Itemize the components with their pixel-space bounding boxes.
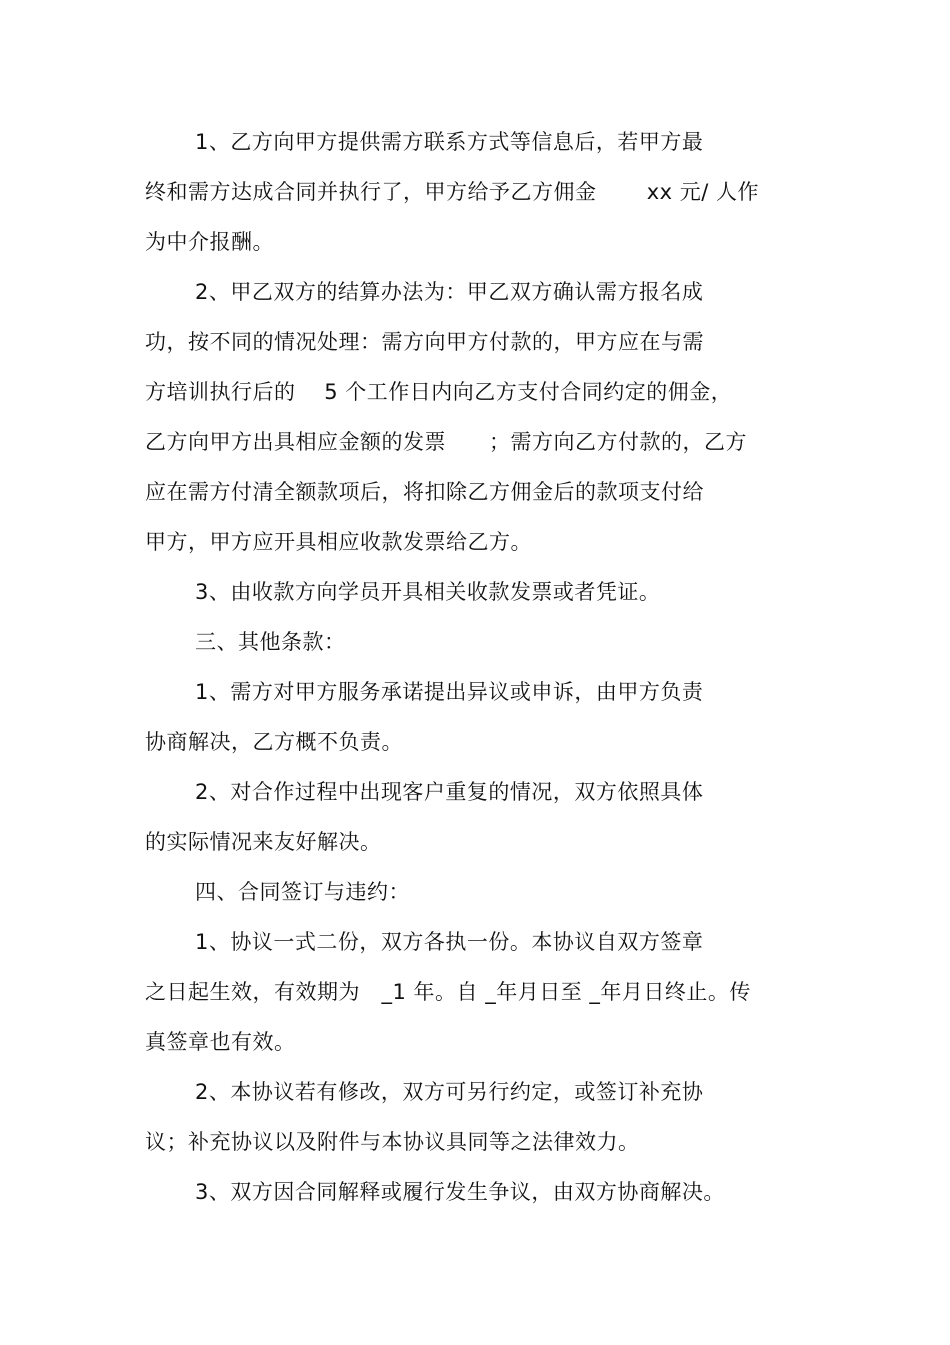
text-line: 议；补充协议以及附件与本协议具同等之法律效力。 — [145, 1130, 640, 1154]
text-line: 协商解决，乙方概不负责。 — [145, 730, 403, 754]
text-line: 2、本协议若有修改，双方可另行约定，或签订补充协 — [195, 1080, 704, 1104]
text-line: 1、协议一式二份，双方各执一份。本协议自双方签章 — [195, 930, 704, 954]
text-line: 方培训执行后的 5 个工作日内向乙方支付合同约定的佣金， — [145, 380, 733, 404]
text-line: 2、对合作过程中出现客户重复的情况，双方依照具体 — [195, 780, 704, 804]
text-line: 1、需方对甲方服务承诺提出异议或申诉，由甲方负责 — [195, 680, 704, 704]
section-heading: 三、其他条款： — [195, 630, 346, 654]
section-heading: 四、合同签订与违约： — [195, 880, 410, 904]
text-line: 功，按不同的情况处理：需方向甲方付款的，甲方应在与需 — [145, 330, 704, 354]
text-line: 乙方向甲方出具相应金额的发票 ；需方向乙方付款的，乙方 — [145, 430, 748, 454]
text-line: 真签章也有效。 — [145, 1030, 296, 1054]
text-line: 2、甲乙双方的结算办法为：甲乙双方确认需方报名成 — [195, 280, 704, 304]
text-line: 甲方，甲方应开具相应收款发票给乙方。 — [145, 530, 532, 554]
text-line: 3、双方因合同解释或履行发生争议，由双方协商解决。 — [195, 1180, 725, 1204]
text-line: 之日起生效，有效期为 _1 年。自 _年月日至 _年月日终止。传 — [145, 980, 751, 1004]
text-line: 应在需方付清全额款项后，将扣除乙方佣金后的款项支付给 — [145, 480, 704, 504]
text-line: 终和需方达成合同并执行了，甲方给予乙方佣金 xx 元/ 人作 — [145, 180, 760, 204]
text-line: 3、由收款方向学员开具相关收款发票或者凭证。 — [195, 580, 661, 604]
text-line: 的实际情况来友好解决。 — [145, 830, 382, 854]
text-line: 1、乙方向甲方提供需方联系方式等信息后，若甲方最 — [195, 130, 704, 154]
text-line: 为中介报酬。 — [145, 230, 274, 254]
